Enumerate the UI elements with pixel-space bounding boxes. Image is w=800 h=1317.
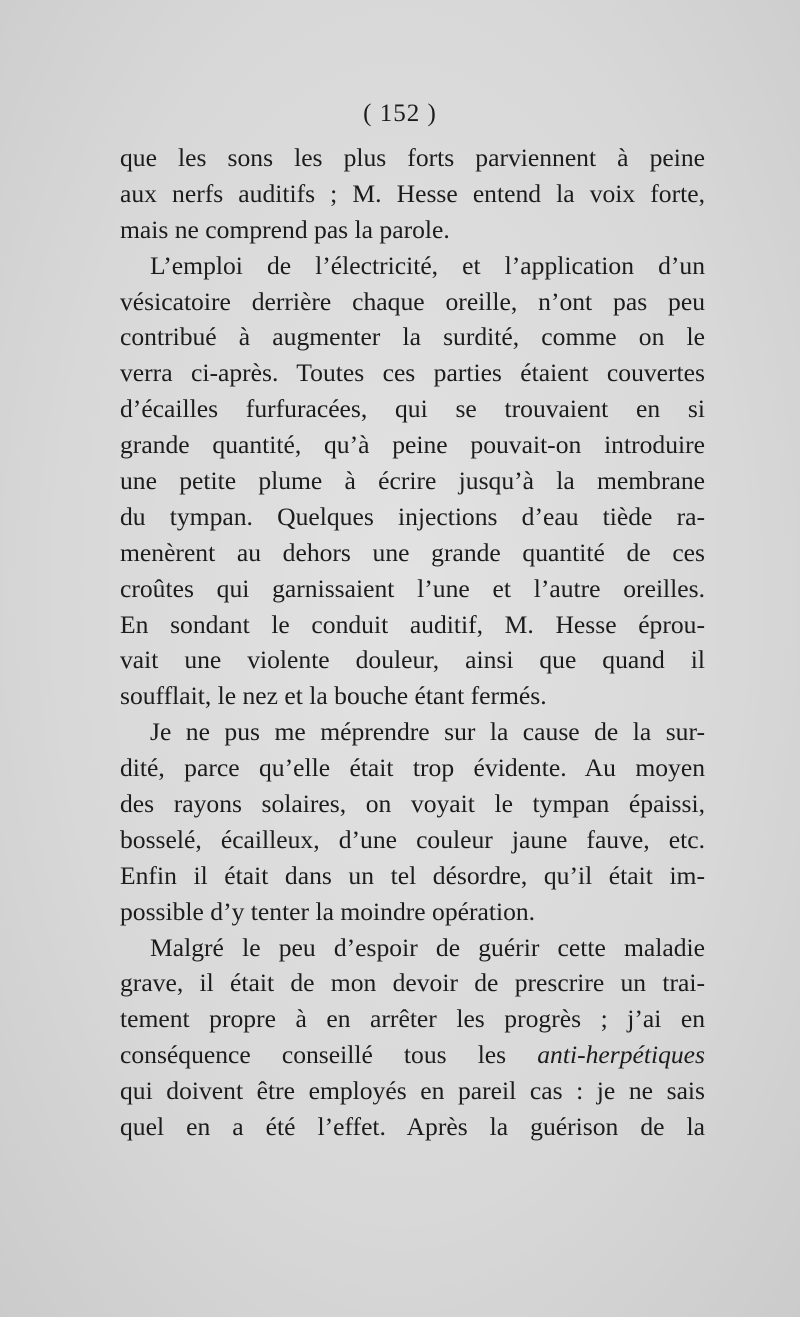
text-line: En sondant le conduit auditif, M. Hesse éprou- — [120, 609, 705, 639]
text-line: vait une violente douleur, ainsi que quand il — [120, 645, 705, 675]
text-line: grave, il était de mon devoir de prescrire un trai- — [120, 968, 705, 998]
paragraph-3 — [120, 714, 705, 929]
text-line: croûtes qui garnissaient l’une et l’autre oreilles. — [120, 573, 705, 603]
text-line: Enfin il était dans un tel désordre, qu’il était im- — [120, 860, 705, 890]
paragraph-2 — [120, 248, 705, 715]
text-line: quel en a été l’effet. Après la guérison de la — [120, 1112, 705, 1142]
text-line: L’emploi de l’électricité, et l’application d’un — [150, 250, 705, 280]
text-line: tement propre à en arrêter les progrès ; j’ai en — [120, 1004, 705, 1034]
text-segment: conséquence conseillé tous les — [120, 1040, 538, 1070]
text-line: que les sons les plus forts parviennent à peine — [120, 143, 705, 172]
text-line: verra ci-après. Toutes ces parties étaient couvertes — [120, 358, 705, 388]
italic-term: anti-herpétiques — [537, 1040, 705, 1070]
text-line: une petite plume à écrire jusqu’à la membrane — [120, 466, 705, 496]
text-line: dité, parce qu’elle était trop évidente. Au moyen — [120, 753, 705, 783]
paragraph-4 — [120, 930, 705, 1145]
text-line: grande quantité, qu’à peine pouvait-on introduire — [120, 430, 705, 460]
text-line: soufflait, le nez et la bouche étant fermés. — [120, 681, 547, 711]
text-line: Je ne pus me méprendre sur la cause de la sur- — [150, 717, 705, 747]
text-line: Malgré le peu d’espoir de guérir cette maladie — [150, 932, 705, 962]
text-line: contribué à augmenter la surdité, comme on le — [120, 322, 705, 352]
text-line-with-italic — [120, 1037, 705, 1073]
text-line: possible d’y tenter la moindre opération. — [120, 896, 536, 926]
text-line: qui doivent être employés en pareil cas : je ne sais — [120, 1076, 705, 1106]
page-number: ( 152 ) — [363, 100, 437, 127]
paragraph-1 — [120, 140, 705, 248]
text-line: du tympan. Quelques injections d’eau tiède ra- — [120, 501, 705, 531]
body-text — [120, 140, 705, 1145]
text-line: aux nerfs auditifs ; M. Hesse entend la voix forte, — [120, 178, 705, 208]
text-line: mais ne comprend pas la parole. — [120, 214, 450, 244]
text-line: vésicatoire derrière chaque oreille, n’ont pas peu — [120, 286, 705, 316]
text-line: d’écailles furfuracées, qui se trouvaient en si — [120, 394, 705, 424]
text-line: bosselé, écailleux, d’une couleur jaune fauve, etc. — [120, 824, 705, 854]
text-line: des rayons solaires, on voyait le tympan épaissi, — [120, 789, 705, 819]
text-line: menèrent au dehors une grande quantité de ces — [120, 537, 705, 567]
